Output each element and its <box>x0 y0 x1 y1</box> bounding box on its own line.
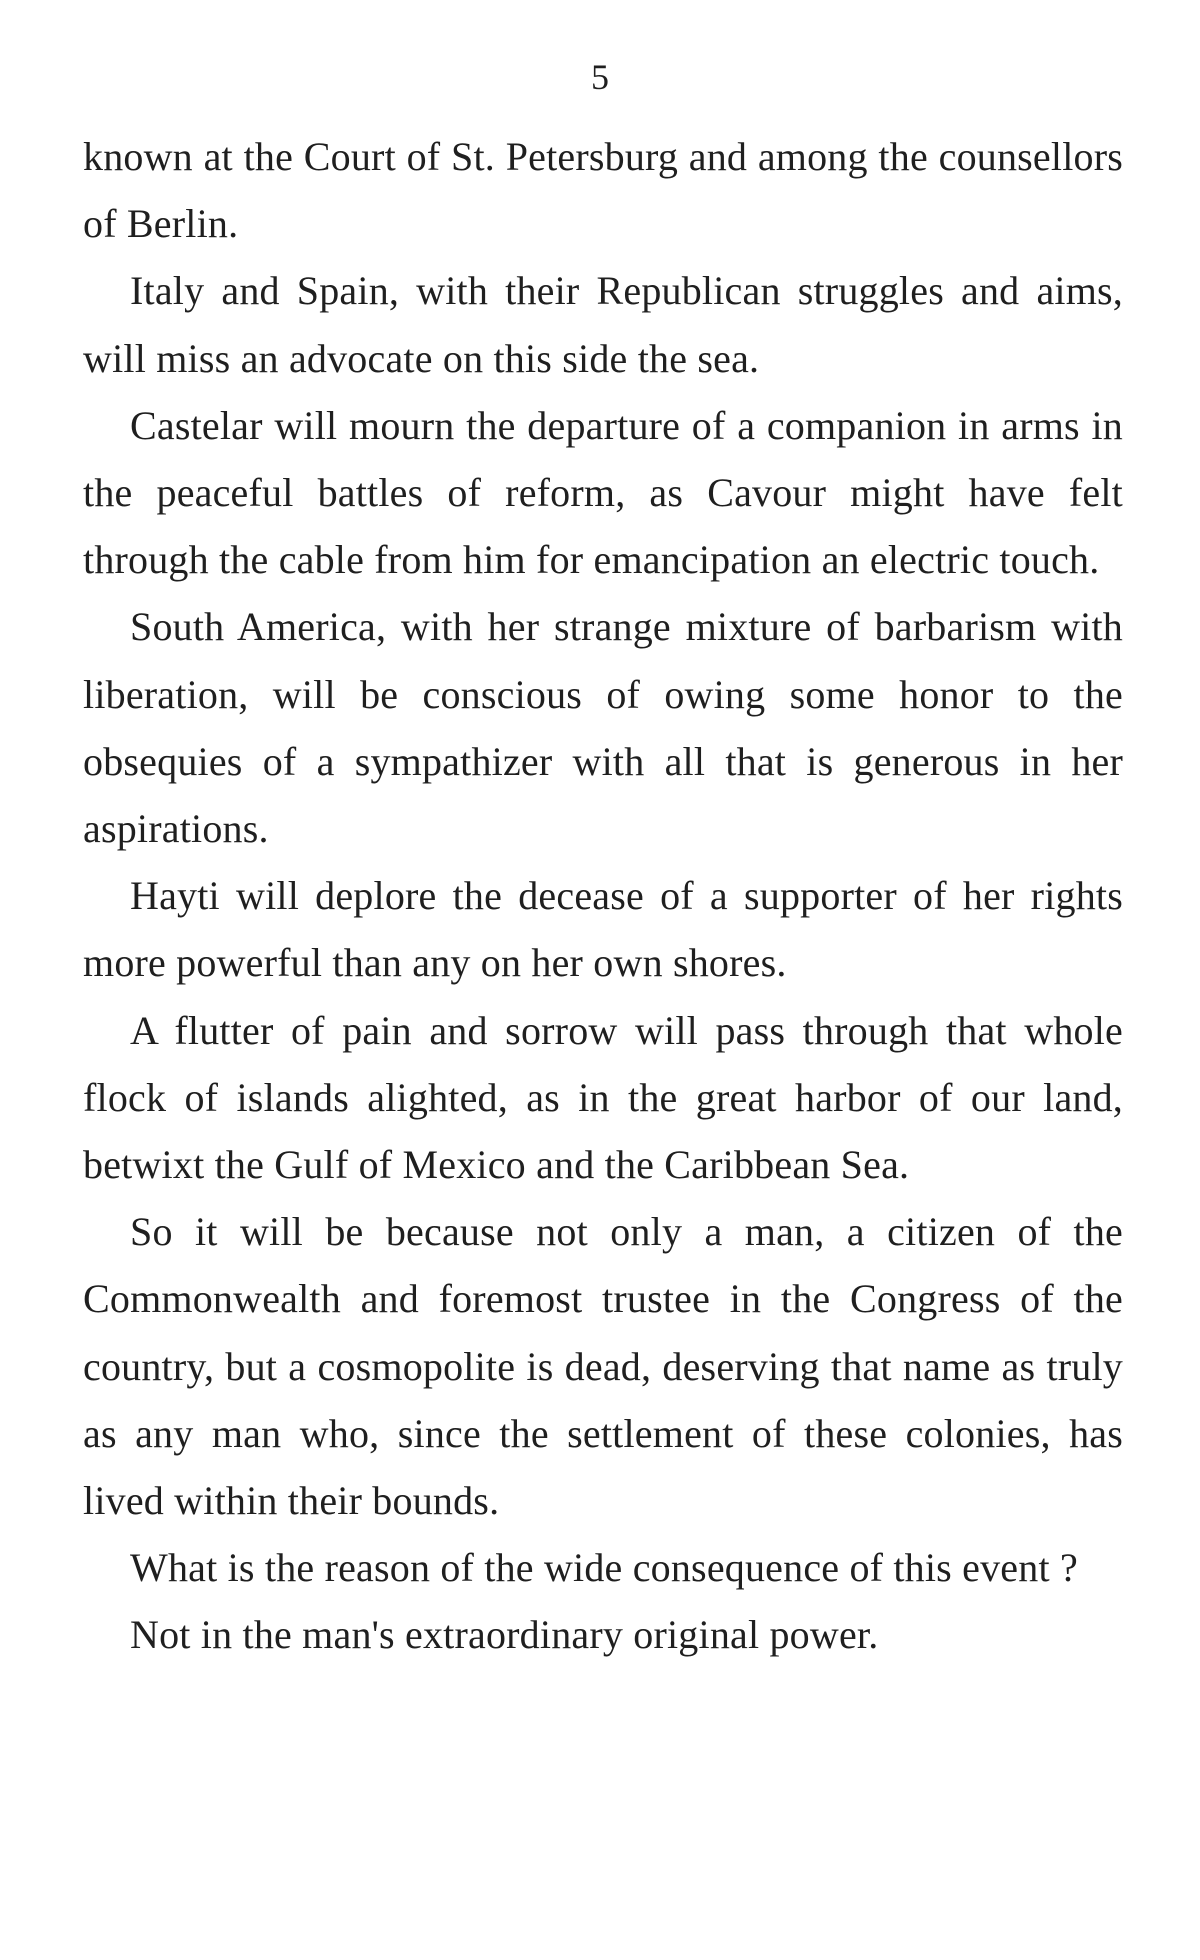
paragraph-islands: A flutter of pain and sorrow will pass through that whole flock of islands alighted, as in the great harbor of our land, betwixt the Gulf of Mexico and the Caribbean Sea. <box>83 1007 1123 1188</box>
paragraph-south-america: South America, with her strange mixture of barbarism with liberation, will be conscious of owing some honor to the obsequies of a sympathizer with all that is generous in her aspirations. <box>83 604 1123 852</box>
paragraph-hayti: Hayti will deplore the decease of a supporter of her rights more powerful than any on her own shores. <box>83 873 1123 986</box>
paragraph-answer: Not in the man's extraordinary original power. <box>130 1612 879 1658</box>
paragraph-castelar: Castelar will mourn the departure of a companion in arms in the peaceful battles of reform, as Cavour might have felt through the cable from him for emancipation an electric touch. <box>83 402 1123 583</box>
page-number: 5 <box>591 57 609 97</box>
paragraph-question: What is the reason of the wide consequence of this event ? <box>130 1545 1078 1591</box>
body-text <box>83 123 1123 1669</box>
paragraph-cosmopolite: So it will be because not only a man, a citizen of the Commonwealth and foremost trustee in the Congress of the country, but a cosmopolite is dead, deserving that name as truly as any man who, since the settlement of these colonies, has lived within their bounds. <box>83 1209 1123 1524</box>
paragraph-italy-spain: Italy and Spain, with their Republican struggles and aims, will miss an advocate on this side the sea. <box>83 268 1123 381</box>
paragraph-continued: known at the Court of St. Petersburg and among the counsellors of Berlin. <box>83 134 1123 247</box>
